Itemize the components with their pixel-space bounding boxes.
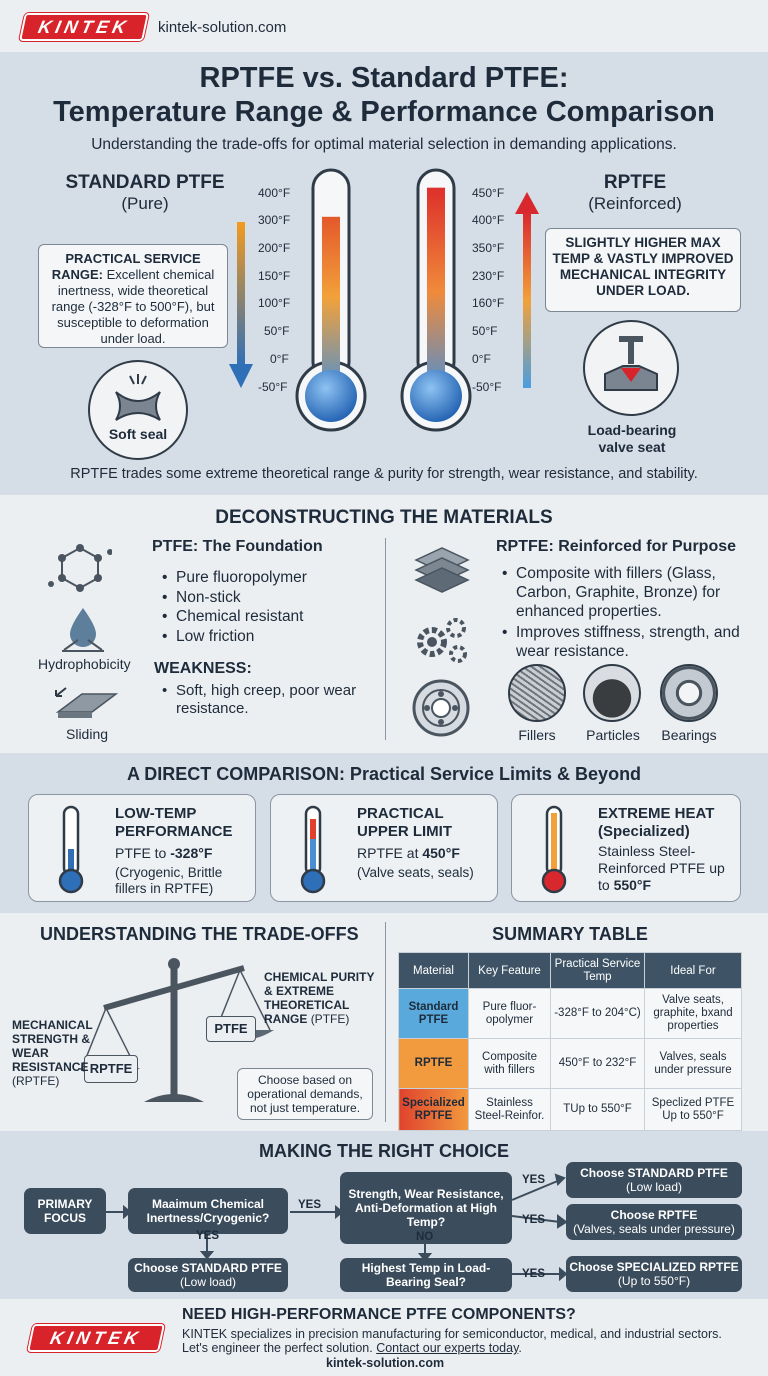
question-chemical-inertness[interactable]: Maaimum Chemical Inertness/Cryogenic? bbox=[128, 1188, 288, 1234]
right-tick-label: 350°F bbox=[472, 241, 505, 255]
card-title: EXTREME HEAT (Specialized) bbox=[598, 805, 715, 840]
list-item: • Non-stick bbox=[160, 588, 307, 608]
rptfe-pan-box: RPTFE bbox=[84, 1055, 138, 1083]
result-title: Choose STANDARD PTFE bbox=[134, 1261, 282, 1275]
materials-divider bbox=[385, 538, 386, 740]
upper-limit-card bbox=[270, 794, 498, 902]
weakness-title: WEAKNESS: bbox=[154, 660, 252, 677]
right-tick-label: 230°F bbox=[472, 269, 505, 283]
practical-range-callout bbox=[38, 244, 228, 348]
list-item: • Improves stiffness, strength, and wear resistance. bbox=[500, 623, 762, 661]
soft-seal-label: Soft seal bbox=[108, 426, 168, 442]
question-highest-temp[interactable]: Highest Temp in Load-Bearing Seal? bbox=[340, 1258, 512, 1292]
table-cell: Speclized PTFE Up to 550°F bbox=[645, 1089, 742, 1131]
mechanical-strength-label bbox=[12, 1018, 96, 1088]
direct-comparison-title: A DIRECT COMPARISON: Practical Service Limits & Beyond bbox=[126, 764, 642, 784]
chemical-purity-label bbox=[264, 970, 382, 1026]
arrow-up-icon bbox=[512, 190, 542, 390]
table-cell: RPTFE bbox=[399, 1039, 469, 1089]
card-value bbox=[598, 843, 728, 894]
cta-title: NEED HIGH-PERFORMANCE PTFE COMPONENTS? bbox=[182, 1306, 576, 1323]
left-tick-label: 300°F bbox=[258, 213, 291, 227]
mechanical-strength-sub: (RPTFE) bbox=[12, 1074, 60, 1088]
card-note: (Cryogenic, Brittle fillers in RPTFE) bbox=[115, 865, 223, 896]
page-subtitle: Understanding the trade-offs for optimal material selection in demanding applications. bbox=[91, 136, 677, 153]
tradeoff-note: Choose based on operational demands, not just temperature. bbox=[237, 1068, 373, 1120]
page-title-line2: Temperature Range & Performance Comparison bbox=[53, 96, 715, 128]
card-value-prefix: RPTFE at bbox=[357, 845, 423, 861]
left-tick-label: 0°F bbox=[270, 352, 289, 366]
contact-experts-link[interactable]: Contact our experts today bbox=[376, 1341, 519, 1355]
filler-label: Fillers bbox=[518, 727, 556, 743]
page-title-line1: RPTFE vs. Standard PTFE: bbox=[199, 62, 569, 94]
list-item: • Pure fluoropolymer bbox=[160, 568, 307, 588]
card-value bbox=[357, 845, 460, 861]
weakness-list bbox=[160, 682, 370, 718]
composite-layers-icon bbox=[410, 540, 474, 596]
question-strength-wear[interactable]: Strength, Wear Resistance, Anti-Deformation at High Temp? bbox=[340, 1172, 512, 1244]
standard-ptfe-thermometer bbox=[293, 168, 369, 438]
filler-photo-fillers bbox=[508, 664, 566, 722]
left-tick-label: 50°F bbox=[264, 324, 290, 338]
card-title: LOW-TEMP PERFORMANCE bbox=[115, 805, 233, 840]
card-value-prefix: Stainless Steel-Reinforced PTFE up to bbox=[598, 843, 725, 893]
card-title: PRACTICAL UPPER LIMIT bbox=[357, 805, 453, 840]
ptfe-features-list bbox=[160, 568, 307, 646]
card-value-bold: -328°F bbox=[170, 845, 213, 861]
filler-photo-bearings bbox=[660, 664, 718, 722]
arrow-down-icon bbox=[226, 222, 256, 390]
low-temp-card bbox=[28, 794, 256, 902]
kintek-logo-footer[interactable]: KINTEK bbox=[27, 1324, 165, 1352]
table-cell: Standard PTFE bbox=[399, 989, 469, 1039]
mechanical-strength-bold: MECHANICAL STRENGTH & WEAR RESISTANCE bbox=[12, 1018, 93, 1074]
valve-seat-icon bbox=[583, 320, 679, 416]
no-label: NO bbox=[416, 1231, 434, 1243]
bearing-icon bbox=[410, 678, 472, 738]
rptfe-callout: SLIGHTLY HIGHER MAX TEMP & VASTLY IMPROVED MECHANICAL INTEGRITY UNDER LOAD. bbox=[545, 228, 741, 312]
result-sub: (Low load) bbox=[179, 1275, 237, 1289]
ptfe-pan-box: PTFE bbox=[206, 1016, 256, 1042]
gears-icon bbox=[410, 612, 472, 668]
right-tick-label: 0°F bbox=[472, 352, 491, 366]
result-standard-ptfe-top[interactable] bbox=[566, 1162, 742, 1198]
rptfe-reinforced-title: RPTFE: Reinforced for Purpose bbox=[496, 538, 737, 555]
result-sub: (Valves, seals under pressure) bbox=[573, 1222, 735, 1236]
standard-ptfe-sub: (Pure) bbox=[121, 194, 169, 213]
result-rptfe[interactable] bbox=[566, 1204, 742, 1240]
cta-line1: KINTEK specializes in precision manufacturing for semiconductor, medical, and industrial sectors. bbox=[182, 1327, 722, 1341]
result-title: Choose RPTFE bbox=[610, 1208, 698, 1222]
warm-thermometer-icon bbox=[297, 805, 331, 895]
yes-label: YES bbox=[298, 1199, 322, 1211]
table-header: Material bbox=[399, 953, 469, 989]
yes-label: YES bbox=[522, 1214, 546, 1226]
primary-focus-box: PRIMARY FOCUS bbox=[24, 1188, 106, 1234]
right-tick-label: 450°F bbox=[472, 186, 505, 200]
ptfe-foundation-title: PTFE: The Foundation bbox=[152, 538, 323, 555]
list-item: • Soft, high creep, poor wear resistance. bbox=[160, 682, 370, 718]
list-item: • Composite with fillers (Glass, Carbon, Graphite, Bronze) for enhanced properties. bbox=[500, 564, 762, 621]
cta-url-link[interactable]: kintek-solution.com bbox=[326, 1356, 445, 1370]
yes-label: YES bbox=[522, 1268, 546, 1280]
right-tick-label: 50°F bbox=[472, 324, 498, 338]
cta-line2-end: . bbox=[518, 1341, 522, 1355]
left-tick-label: -50°F bbox=[258, 380, 288, 394]
table-row bbox=[399, 1089, 742, 1131]
sliding-icon bbox=[52, 682, 122, 722]
kintek-logo[interactable]: KINTEK bbox=[19, 13, 149, 41]
table-cell: Valve seats, graphite, bxand properties bbox=[645, 989, 742, 1039]
cta-line2 bbox=[182, 1341, 522, 1355]
brand-url-link[interactable]: kintek-solution.com bbox=[158, 19, 287, 36]
rptfe-title: RPTFE bbox=[603, 172, 667, 193]
table-cell: TUp to 550°F bbox=[551, 1089, 645, 1131]
filler-label: Particles bbox=[586, 727, 640, 743]
right-tick-label: 160°F bbox=[472, 296, 505, 310]
comparison-footer: RPTFE trades some extreme theoretical range & purity for strength, wear resistance, and stability. bbox=[70, 466, 698, 482]
card-note: (Valve seats, seals) bbox=[357, 865, 474, 880]
choice-title: MAKING THE RIGHT CHOICE bbox=[259, 1141, 509, 1161]
section-divider bbox=[385, 922, 386, 1122]
result-title: Choose STANDARD PTFE bbox=[580, 1166, 728, 1180]
table-header: Ideal For bbox=[645, 953, 742, 989]
left-tick-label: 150°F bbox=[258, 269, 291, 283]
filler-photo-particles bbox=[583, 664, 641, 722]
table-cell: 450°F to 232°F bbox=[551, 1039, 645, 1089]
table-cell: Stainless Steel-Reinfor. bbox=[469, 1089, 551, 1131]
list-item: • Chemical resistant bbox=[160, 607, 307, 627]
table-cell: Pure fluor-opolymer bbox=[469, 989, 551, 1039]
yes-label: YES bbox=[196, 1230, 220, 1242]
cold-thermometer-icon bbox=[55, 805, 89, 895]
chemical-purity-bold: CHEMICAL PURITY & EXTREME THEORETICAL RANGE bbox=[264, 970, 375, 1026]
table-cell: -328°F to 204°C) bbox=[551, 989, 645, 1039]
rptfe-sub: (Reinforced) bbox=[588, 194, 682, 213]
left-tick-label: 400°F bbox=[258, 186, 291, 200]
table-row bbox=[399, 989, 742, 1039]
summary-title: SUMMARY TABLE bbox=[492, 924, 648, 944]
table-header-row bbox=[399, 953, 742, 989]
table-cell: Valves, seals under pressure bbox=[645, 1039, 742, 1089]
sliding-label: Sliding bbox=[66, 726, 109, 742]
soft-seal-icon bbox=[88, 360, 188, 460]
callout-bold: PRACTICAL SERVICE RANGE: bbox=[51, 251, 201, 282]
result-standard-ptfe-bottom[interactable] bbox=[128, 1258, 288, 1292]
water-drop-icon bbox=[58, 604, 108, 654]
result-sub: (Low load) bbox=[625, 1180, 683, 1194]
rptfe-thermometer bbox=[398, 168, 474, 438]
result-specialized-rptfe[interactable] bbox=[566, 1256, 742, 1292]
card-value bbox=[115, 845, 212, 861]
list-item: • Low friction bbox=[160, 627, 307, 647]
molecule-icon bbox=[48, 540, 112, 596]
chemical-purity-sub: (PTFE) bbox=[310, 1012, 350, 1026]
materials-title: DECONSTRUCTING THE MATERIALS bbox=[215, 507, 553, 528]
rptfe-features-list bbox=[500, 564, 762, 661]
hydrophobicity-label: Hydrophobicity bbox=[38, 656, 131, 672]
card-value-bold: 550°F bbox=[613, 877, 652, 893]
extreme-heat-card bbox=[511, 794, 741, 902]
tradeoffs-title: UNDERSTANDING THE TRADE-OFFS bbox=[40, 924, 359, 944]
table-header: Practical Service Temp bbox=[551, 953, 645, 989]
result-title: Choose SPECIALIZED RPTFE bbox=[569, 1260, 739, 1274]
hot-thermometer-icon bbox=[538, 805, 572, 895]
result-sub: (Up to 550°F) bbox=[617, 1274, 691, 1288]
left-tick-label: 100°F bbox=[258, 296, 291, 310]
valve-seat-label: Load-bearing valve seat bbox=[587, 422, 677, 455]
right-tick-label: 400°F bbox=[472, 213, 505, 227]
card-value-prefix: PTFE to bbox=[115, 845, 171, 861]
right-tick-label: -50°F bbox=[472, 380, 502, 394]
table-row bbox=[399, 1039, 742, 1089]
callout-text: Excellent chemical inertness, wide theoretical range (-328°F to 500°F), but susceptible to deformation under load. bbox=[51, 267, 215, 346]
left-tick-label: 200°F bbox=[258, 241, 291, 255]
standard-ptfe-title: STANDARD PTFE bbox=[65, 172, 225, 193]
table-cell: Specialized RPTFE bbox=[399, 1089, 469, 1131]
summary-table bbox=[398, 952, 742, 1131]
yes-label: YES bbox=[522, 1174, 546, 1186]
cta-line2-text: Let's engineer the perfect solution. bbox=[182, 1341, 377, 1355]
card-value-bold: 450°F bbox=[422, 845, 460, 861]
table-header: Key Feature bbox=[469, 953, 551, 989]
filler-label: Bearings bbox=[661, 727, 717, 743]
table-cell: Composite with fillers bbox=[469, 1039, 551, 1089]
